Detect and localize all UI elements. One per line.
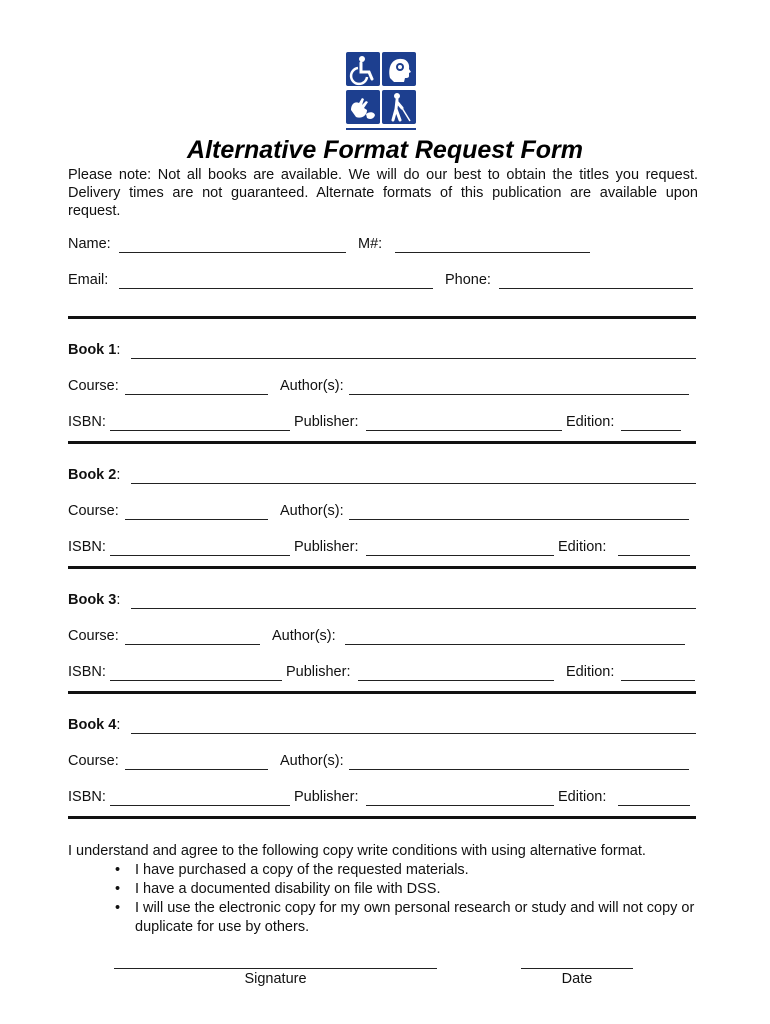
book-2-course-label: Course:	[68, 503, 119, 519]
book-2-title-field[interactable]	[131, 483, 696, 484]
book-3-course-field[interactable]	[125, 644, 260, 645]
book-2-edition-label: Edition:	[558, 539, 607, 555]
m-number-label: M#:	[358, 236, 383, 252]
book-2-course-field[interactable]	[125, 519, 268, 520]
book-4-isbn-field[interactable]	[110, 805, 290, 806]
sign-language-icon	[346, 90, 380, 124]
book-4-course-label: Course:	[68, 753, 119, 769]
page-title: Alternative Format Request Form	[187, 136, 583, 164]
book-4-edition-field[interactable]	[618, 805, 690, 806]
logo-underline	[346, 128, 416, 130]
agreement-item: • I have purchased a copy of the requested materials.	[113, 861, 703, 880]
signature-field[interactable]	[114, 968, 437, 969]
m-number-field[interactable]	[395, 252, 590, 253]
book-1-isbn-field[interactable]	[110, 430, 290, 431]
agreement-item: • I will use the electronic copy for my own personal research or study and will not copy or duplicate for use by others.	[113, 899, 703, 937]
book-3-isbn-field[interactable]	[110, 680, 282, 681]
book-3-edition-field[interactable]	[621, 680, 695, 681]
book-2-publisher-label: Publisher:	[294, 539, 359, 555]
book-1-authors-field[interactable]	[349, 394, 689, 395]
book-3-label: Book 3:	[68, 592, 121, 608]
accessibility-logo	[344, 50, 420, 134]
book-2-label: Book 2:	[68, 467, 121, 483]
head-icon	[382, 52, 416, 86]
blind-cane-icon	[382, 90, 416, 124]
email-label: Email:	[68, 272, 109, 288]
book-1-title-field[interactable]	[131, 358, 696, 359]
email-field[interactable]	[119, 288, 433, 289]
section-divider	[68, 441, 696, 444]
book-4-title-field[interactable]	[131, 733, 696, 734]
section-divider	[68, 566, 696, 569]
book-3-edition-label: Edition:	[566, 664, 615, 680]
section-divider	[68, 691, 696, 694]
book-2-isbn-label: ISBN:	[68, 539, 106, 555]
section-divider	[68, 316, 696, 319]
name-label: Name:	[68, 236, 111, 252]
book-4-authors-label: Author(s):	[280, 753, 344, 769]
book-2-edition-field[interactable]	[618, 555, 690, 556]
book-4-publisher-label: Publisher:	[294, 789, 359, 805]
book-1-publisher-label: Publisher:	[294, 414, 359, 430]
book-2-authors-field[interactable]	[349, 519, 689, 520]
book-1-course-label: Course:	[68, 378, 119, 394]
phone-field[interactable]	[499, 288, 693, 289]
book-2-authors-label: Author(s):	[280, 503, 344, 519]
book-4-authors-field[interactable]	[349, 769, 689, 770]
book-1-publisher-field[interactable]	[366, 430, 562, 431]
name-field[interactable]	[119, 252, 346, 253]
section-divider	[68, 816, 696, 819]
book-2-publisher-field[interactable]	[366, 555, 554, 556]
book-4-publisher-field[interactable]	[366, 805, 554, 806]
book-3-authors-label: Author(s):	[272, 628, 336, 644]
agreement-list	[113, 861, 703, 937]
notice-text: Please note: Not all books are available. We will do our best to obtain the titles you request. Delivery times are not guaranteed. Alternate formats of this publication are available upon request.	[68, 167, 698, 219]
book-3-course-label: Course:	[68, 628, 119, 644]
phone-label: Phone:	[445, 272, 491, 288]
book-1-label: Book 1:	[68, 342, 121, 358]
book-3-publisher-label: Publisher:	[286, 664, 351, 680]
book-1-course-field[interactable]	[125, 394, 268, 395]
date-label: Date	[561, 971, 593, 987]
signature-label: Signature	[244, 971, 307, 987]
book-3-title-field[interactable]	[131, 608, 696, 609]
wheelchair-icon	[346, 52, 380, 86]
book-1-edition-field[interactable]	[621, 430, 681, 431]
book-3-publisher-field[interactable]	[358, 680, 554, 681]
book-4-course-field[interactable]	[125, 769, 268, 770]
book-4-isbn-label: ISBN:	[68, 789, 106, 805]
book-1-isbn-label: ISBN:	[68, 414, 106, 430]
book-1-edition-label: Edition:	[566, 414, 615, 430]
book-3-isbn-label: ISBN:	[68, 664, 106, 680]
agreement-item: • I have a documented disability on file with DSS.	[113, 880, 703, 899]
book-4-edition-label: Edition:	[558, 789, 607, 805]
book-4-label: Book 4:	[68, 717, 121, 733]
book-3-authors-field[interactable]	[345, 644, 685, 645]
book-2-isbn-field[interactable]	[110, 555, 290, 556]
agreement-intro: I understand and agree to the following copy write conditions with using alternative format.	[68, 843, 646, 859]
book-1-authors-label: Author(s):	[280, 378, 344, 394]
date-field[interactable]	[521, 968, 633, 969]
